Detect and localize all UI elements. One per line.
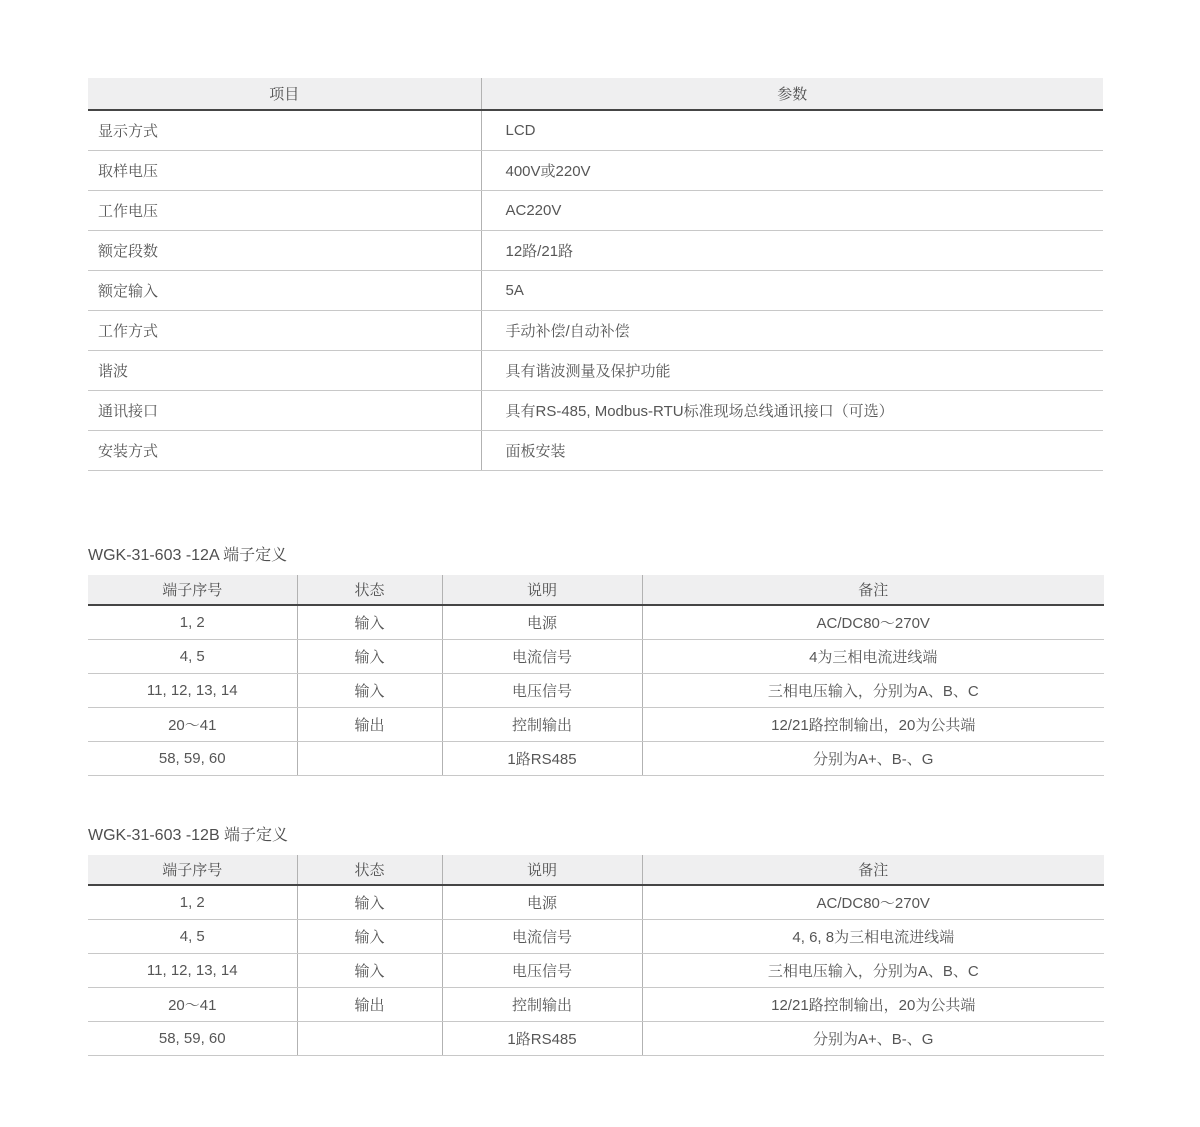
terminal-desc-cell: 电流信号 — [442, 639, 642, 673]
spec-param-cell: 12路/21路 — [481, 230, 1103, 270]
terminal-table-a — [88, 575, 1104, 776]
terminal-desc-cell: 电源 — [442, 885, 642, 919]
table-row — [88, 1021, 1104, 1055]
terminal-no-cell: 4, 5 — [88, 919, 297, 953]
spec-param-cell: LCD — [481, 110, 1103, 150]
spec-param-cell: 具有谐波测量及保护功能 — [481, 350, 1103, 390]
spec-table — [88, 78, 1103, 471]
terminal-no-cell: 58, 59, 60 — [88, 741, 297, 775]
terminal-no-cell: 1, 2 — [88, 605, 297, 639]
table-row — [88, 390, 1103, 430]
spec-param-cell: 具有RS-485, Modbus-RTU标准现场总线通讯接口（可选） — [481, 390, 1103, 430]
terminal-state-cell: 输入 — [297, 673, 442, 707]
spec-param-cell: 5A — [481, 270, 1103, 310]
terminal-desc-cell: 控制输出 — [442, 987, 642, 1021]
terminal-header-note: 备注 — [642, 855, 1104, 885]
terminal-header-desc: 说明 — [442, 575, 642, 605]
spec-param-cell: 400V或220V — [481, 150, 1103, 190]
spec-header-param: 参数 — [481, 78, 1103, 110]
table-row — [88, 919, 1104, 953]
terminal-a-header-row — [88, 575, 1104, 605]
table-row — [88, 673, 1104, 707]
table-row — [88, 230, 1103, 270]
terminal-table-b-title: WGK-31-603 -12B 端子定义 — [88, 827, 289, 844]
terminal-state-cell: 输出 — [297, 707, 442, 741]
terminal-no-cell: 11, 12, 13, 14 — [88, 673, 297, 707]
terminal-desc-cell: 控制输出 — [442, 707, 642, 741]
terminal-no-cell: 20～41 — [88, 987, 297, 1021]
spec-item-cell: 显示方式 — [88, 110, 481, 150]
terminal-note-cell: 12/21路控制输出，20为公共端 — [642, 707, 1104, 741]
table-row — [88, 885, 1104, 919]
terminal-state-cell: 输入 — [297, 605, 442, 639]
terminal-no-cell: 20～41 — [88, 707, 297, 741]
spec-item-cell: 安装方式 — [88, 430, 481, 470]
table-row — [88, 190, 1103, 230]
table-row — [88, 987, 1104, 1021]
table-row — [88, 605, 1104, 639]
terminal-note-cell: 三相电压输入，分别为A、B、C — [642, 673, 1104, 707]
terminal-desc-cell: 电源 — [442, 605, 642, 639]
spec-item-cell: 取样电压 — [88, 150, 481, 190]
terminal-note-cell: 分别为A+、B-、G — [642, 1021, 1104, 1055]
spec-param-cell: 手动补偿/自动补偿 — [481, 310, 1103, 350]
terminal-state-cell: 输出 — [297, 987, 442, 1021]
table-row — [88, 707, 1104, 741]
terminal-no-cell: 1, 2 — [88, 885, 297, 919]
terminal-state-cell — [297, 741, 442, 775]
terminal-note-cell: 4为三相电流进线端 — [642, 639, 1104, 673]
table-row — [88, 310, 1103, 350]
spec-item-cell: 额定段数 — [88, 230, 481, 270]
terminal-table-a-title: WGK-31-603 -12A 端子定义 — [88, 547, 288, 564]
terminal-note-cell: 4, 6, 8为三相电流进线端 — [642, 919, 1104, 953]
terminal-table-b — [88, 855, 1104, 1056]
table-row — [88, 270, 1103, 310]
terminal-desc-cell: 1路RS485 — [442, 741, 642, 775]
terminal-no-cell: 11, 12, 13, 14 — [88, 953, 297, 987]
terminal-desc-cell: 电压信号 — [442, 953, 642, 987]
table-row — [88, 150, 1103, 190]
terminal-state-cell: 输入 — [297, 953, 442, 987]
spec-header-item: 项目 — [88, 78, 481, 110]
spec-param-cell: 面板安装 — [481, 430, 1103, 470]
terminal-state-cell — [297, 1021, 442, 1055]
table-row — [88, 639, 1104, 673]
terminal-state-cell: 输入 — [297, 639, 442, 673]
terminal-desc-cell: 电流信号 — [442, 919, 642, 953]
table-row — [88, 953, 1104, 987]
terminal-header-state: 状态 — [297, 575, 442, 605]
terminal-header-no: 端子序号 — [88, 855, 297, 885]
spec-item-cell: 工作方式 — [88, 310, 481, 350]
terminal-desc-cell: 电压信号 — [442, 673, 642, 707]
terminal-header-note: 备注 — [642, 575, 1104, 605]
terminal-no-cell: 58, 59, 60 — [88, 1021, 297, 1055]
terminal-header-state: 状态 — [297, 855, 442, 885]
terminal-note-cell: 分别为A+、B-、G — [642, 741, 1104, 775]
table-row — [88, 110, 1103, 150]
terminal-note-cell: AC/DC80～270V — [642, 885, 1104, 919]
table-row — [88, 430, 1103, 470]
table-row — [88, 741, 1104, 775]
terminal-note-cell: 三相电压输入，分别为A、B、C — [642, 953, 1104, 987]
spec-header-row — [88, 78, 1103, 110]
spec-item-cell: 额定输入 — [88, 270, 481, 310]
terminal-state-cell: 输入 — [297, 885, 442, 919]
terminal-note-cell: 12/21路控制输出，20为公共端 — [642, 987, 1104, 1021]
terminal-header-desc: 说明 — [442, 855, 642, 885]
spec-item-cell: 通讯接口 — [88, 390, 481, 430]
terminal-b-header-row — [88, 855, 1104, 885]
terminal-state-cell: 输入 — [297, 919, 442, 953]
table-row — [88, 350, 1103, 390]
terminal-header-no: 端子序号 — [88, 575, 297, 605]
spec-item-cell: 谐波 — [88, 350, 481, 390]
terminal-note-cell: AC/DC80～270V — [642, 605, 1104, 639]
terminal-desc-cell: 1路RS485 — [442, 1021, 642, 1055]
terminal-no-cell: 4, 5 — [88, 639, 297, 673]
spec-item-cell: 工作电压 — [88, 190, 481, 230]
spec-param-cell: AC220V — [481, 190, 1103, 230]
